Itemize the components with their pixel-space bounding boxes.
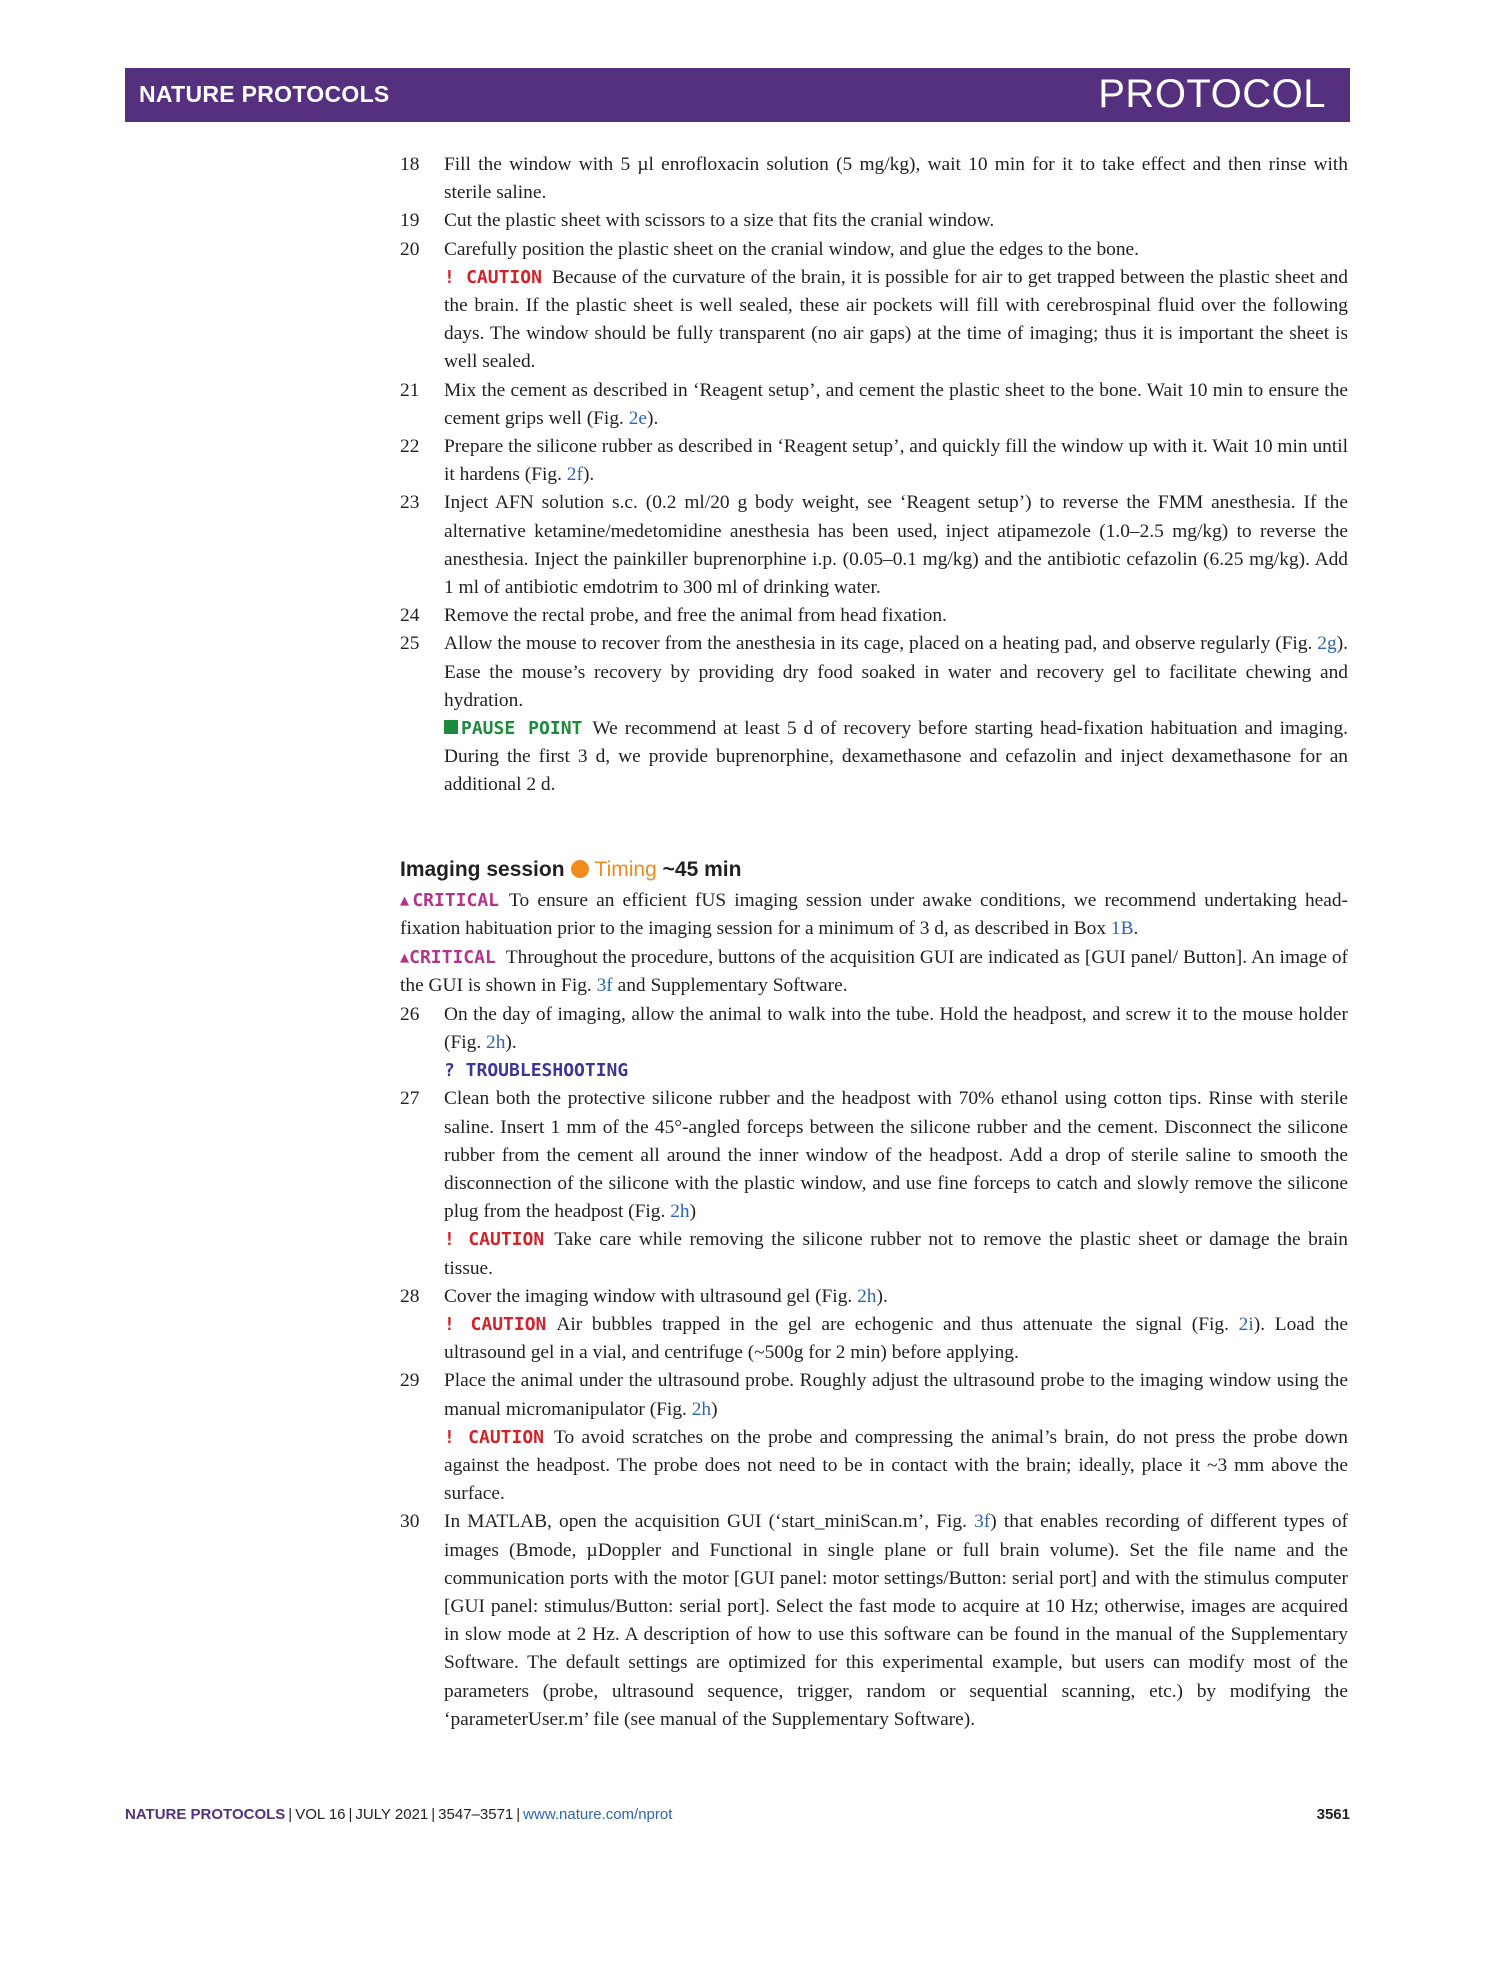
footer-journal: NATURE PROTOCOLS [125, 1806, 286, 1823]
step-20 [400, 236, 1348, 264]
caution-text: To avoid scratches on the probe and compressing the animal’s brain, do not press the probe down against the headpost. The probe does not need to be in contact with the brain; ideally, place it ~3 mm above the surface. [444, 1426, 1348, 1505]
box-link[interactable]: 1B [1110, 918, 1134, 940]
triangle-icon: ▲ [400, 890, 413, 909]
timing-label: Timing [594, 857, 657, 881]
journal-name: NATURE PROTOCOLS [139, 81, 390, 107]
step-text: Place the animal under the ultrasound probe. Roughly adjust the ultrasound probe to the imaging window using the manual micromanipulator (Fig. [444, 1370, 1348, 1420]
critical-label: ▲CRITICAL [400, 889, 500, 911]
step-number: 29 [400, 1370, 420, 1392]
step-text: Prepare the silicone rubber as described in ‘Reagent setup’, and quickly fill the window up with it. Wait 10 min until it hardens (Fig. [444, 436, 1348, 486]
step-21 [400, 377, 1348, 433]
pause-point-note [400, 715, 1348, 800]
step-text: Allow the mouse to recover from the anesthesia in its cage, placed on a heating pad, and observe regularly (Fig. [444, 633, 1318, 655]
timing-dot-icon [571, 860, 589, 878]
step-25 [400, 630, 1348, 715]
step-text: Remove the rectal probe, and free the animal from head fixation. [444, 605, 947, 627]
caution-text: Take care while removing the silicone rubber not to remove the plastic sheet or damage the brain tissue. [444, 1229, 1348, 1279]
step-26 [400, 1001, 1348, 1057]
step-text-tail: ). [647, 407, 659, 429]
step-text: Cut the plastic sheet with scissors to a size that fits the cranial window. [444, 210, 995, 232]
step-24 [400, 602, 1348, 630]
triangle-icon: ▲ [400, 948, 410, 967]
step-number: 27 [400, 1088, 420, 1110]
figure-link[interactable]: 2h [857, 1285, 877, 1307]
step-text: Inject AFN solution s.c. (0.2 ml/20 g body weight, see ‘Reagent setup’) to reverse the FMM anesthesia. If the alternative ketamine/medetomidine anesthesia has been used, inject atipamezole (1.0–2.5 mg/kg) to reverse the anesthesia. Inject the painkiller buprenorphine i.p. (0.05–0.1 mg/kg) and the antibiotic cefazolin (6.25 mg/kg). Add 1 ml of antibiotic emdotrim to 300 ml of drinking water. [444, 492, 1348, 599]
step-number: 19 [400, 210, 420, 232]
section-gap [400, 800, 1348, 856]
main-content [400, 151, 1348, 1734]
footer-date: JULY 2021 [355, 1806, 429, 1823]
pause-label: PAUSE POINT [461, 718, 583, 740]
step-22 [400, 433, 1348, 489]
article-type: PROTOCOL [1098, 72, 1326, 116]
step-text: On the day of imaging, allow the animal to walk into the tube. Hold the headpost, and screw it to the mouse holder (Fig. [444, 1003, 1348, 1053]
step-number: 24 [400, 605, 420, 627]
step-number: 22 [400, 436, 420, 458]
step-text: Fill the window with 5 µl enrofloxacin solution (5 mg/kg), wait 10 min for it to take effect and then rinse with sterile saline. [444, 154, 1348, 204]
critical-note [400, 886, 1348, 943]
step-text-tail: ). [505, 1031, 517, 1053]
footer-volume: VOL 16 [295, 1806, 346, 1823]
step-text-tail: ). [582, 464, 595, 486]
caution-label: ! CAUTION [444, 266, 542, 288]
step-number: 23 [400, 492, 420, 514]
caution-note [400, 1226, 1348, 1282]
section-title: Imaging session [400, 857, 565, 881]
section-heading [400, 856, 1348, 884]
critical-text-tail: . [1133, 918, 1139, 940]
step-text-tail: ) that enables recording of different types of images (Bmode, µDoppler and Functional in single plane or full brain volume). Set the file name and the communication ports with the motor [GUI panel: motor settings/Button: serial port] and with the stimulus computer [GUI panel: stimulus/Button: serial port]. Select the fast mode to acquire at 10 Hz; otherwise, images are acquired in slow mode at 2 Hz. A description of how to use this software can be found in the manual of the Supplementary Software. The default settings are optimized for this experimental example, but users can modify most of the parameters (probe, ultrasound sequence, trigger, random or sequential scanning, etc.) by modifying the ‘parameterUser.m’ file (see manual of the Supplementary Software). [444, 1511, 1348, 1730]
figure-link[interactable]: 3f [596, 975, 613, 997]
critical-text-tail: and Supplementary Software. [612, 975, 848, 997]
step-text: In MATLAB, open the acquisition GUI (‘start_miniScan.m’, Fig. [444, 1511, 975, 1533]
figure-link[interactable]: 2h [486, 1031, 506, 1053]
figure-link[interactable]: 3f [974, 1511, 991, 1533]
step-text-tail: ). Ease the mouse’s recovery by providing dry food soaked in water and recovery gel to facilitate chewing and hydration. [444, 633, 1348, 711]
figure-link[interactable]: 2g [1317, 633, 1337, 655]
figure-link[interactable]: 2i [1238, 1313, 1254, 1335]
step-23 [400, 489, 1348, 602]
step-28 [400, 1283, 1348, 1311]
step-number: 21 [400, 379, 420, 401]
caution-note [400, 1311, 1348, 1367]
caution-text: Air bubbles trapped in the gel are echogenic and thus attenuate the signal (Fig. [556, 1313, 1239, 1335]
step-29 [400, 1367, 1348, 1423]
caution-label: ! CAUTION [444, 1313, 547, 1335]
step-number: 25 [400, 633, 420, 655]
footer-citation: NATURE PROTOCOLS | VOL 16 | JULY 2021 | 3547–3571 | www.nature.com/nprot [125, 1806, 673, 1823]
critical-text: To ensure an efficient fUS imaging session under awake conditions, we recommend undertaking head-fixation habituation prior to the imaging session for a minimum of 3 d, as described in Box [400, 889, 1349, 940]
timing-value: ~45 min [662, 857, 742, 881]
figure-link[interactable]: 2f [566, 464, 583, 486]
caution-label: ! CAUTION [444, 1426, 545, 1448]
step-18 [400, 151, 1348, 207]
caution-text-tail: ). Load the ultrasound gel in a vial, and centrifuge (~500g for 2 min) before applying. [444, 1313, 1348, 1364]
step-number: 28 [400, 1285, 420, 1307]
step-number: 18 [400, 154, 420, 175]
step-number: 20 [400, 238, 420, 260]
page-number: 3561 [1316, 1806, 1350, 1823]
figure-link[interactable]: 2e [628, 407, 648, 429]
figure-link[interactable]: 2h [670, 1201, 690, 1223]
step-text: Carefully position the plastic sheet on the cranial window, and glue the edges to the bone. [444, 238, 1140, 260]
critical-note [400, 943, 1348, 1000]
troubleshooting-link[interactable]: ? TROUBLESHOOTING [444, 1060, 629, 1082]
critical-text: Throughout the procedure, buttons of the acquisition GUI are indicated as [GUI panel/ Button]. An image of the GUI is shown in Fig. [400, 947, 1349, 997]
step-text-tail: ) [711, 1398, 718, 1420]
step-number: 26 [400, 1003, 420, 1025]
caution-note [400, 264, 1348, 377]
pause-text: We recommend at least 5 d of recovery before starting head-fixation habituation and imaging. During the first 3 d, we provide buprenorphine, dexamethasone and cefazolin and inject dexamethasone for an additional 2 d. [444, 718, 1348, 796]
pause-square-icon [444, 720, 458, 734]
step-text: Mix the cement as described in ‘Reagent setup’, and cement the plastic sheet to the bone. Wait 10 min to ensure the cement grips well (Fig. [444, 379, 1348, 429]
step-19 [400, 207, 1348, 235]
caution-note [400, 1424, 1348, 1509]
step-text-tail: ). [876, 1285, 888, 1307]
troubleshooting-note [400, 1057, 1348, 1085]
figure-link[interactable]: 2h [691, 1398, 712, 1420]
footer-pages: 3547–3571 [438, 1806, 514, 1823]
step-30 [400, 1508, 1348, 1734]
step-number: 30 [400, 1511, 420, 1533]
page-header [125, 68, 1350, 122]
caution-label: ! CAUTION [444, 1229, 545, 1251]
step-text: Cover the imaging window with ultrasound gel (Fig. [444, 1285, 858, 1307]
step-27 [400, 1085, 1348, 1226]
caution-text: Because of the curvature of the brain, it is possible for air to get trapped between the plastic sheet and the brain. If the plastic sheet is well sealed, these air pockets will fill with cerebrospinal fluid over the following days. The window should be fully transparent (no air gaps) at the time of imaging; thus it is important the sheet is well sealed. [444, 266, 1348, 373]
step-text-tail: ) [689, 1201, 697, 1223]
critical-label: ▲CRITICAL [400, 947, 496, 969]
step-text: Clean both the protective silicone rubber and the headpost with 70% ethanol using cotton tips. Rinse with sterile saline. Insert 1 mm of the 45°-angled forceps between the silicone rubber and the cement. Disconnect the silicone rubber from the cement all around the inner window of the headpost. Add a drop of sterile saline to smooth the disconnection of the silicone with the plastic window, and use fine forceps to catch and slowly remove the silicone plug from the headpost (Fig. [444, 1088, 1348, 1223]
footer-url-link[interactable]: www.nature.com/nprot [523, 1806, 673, 1823]
